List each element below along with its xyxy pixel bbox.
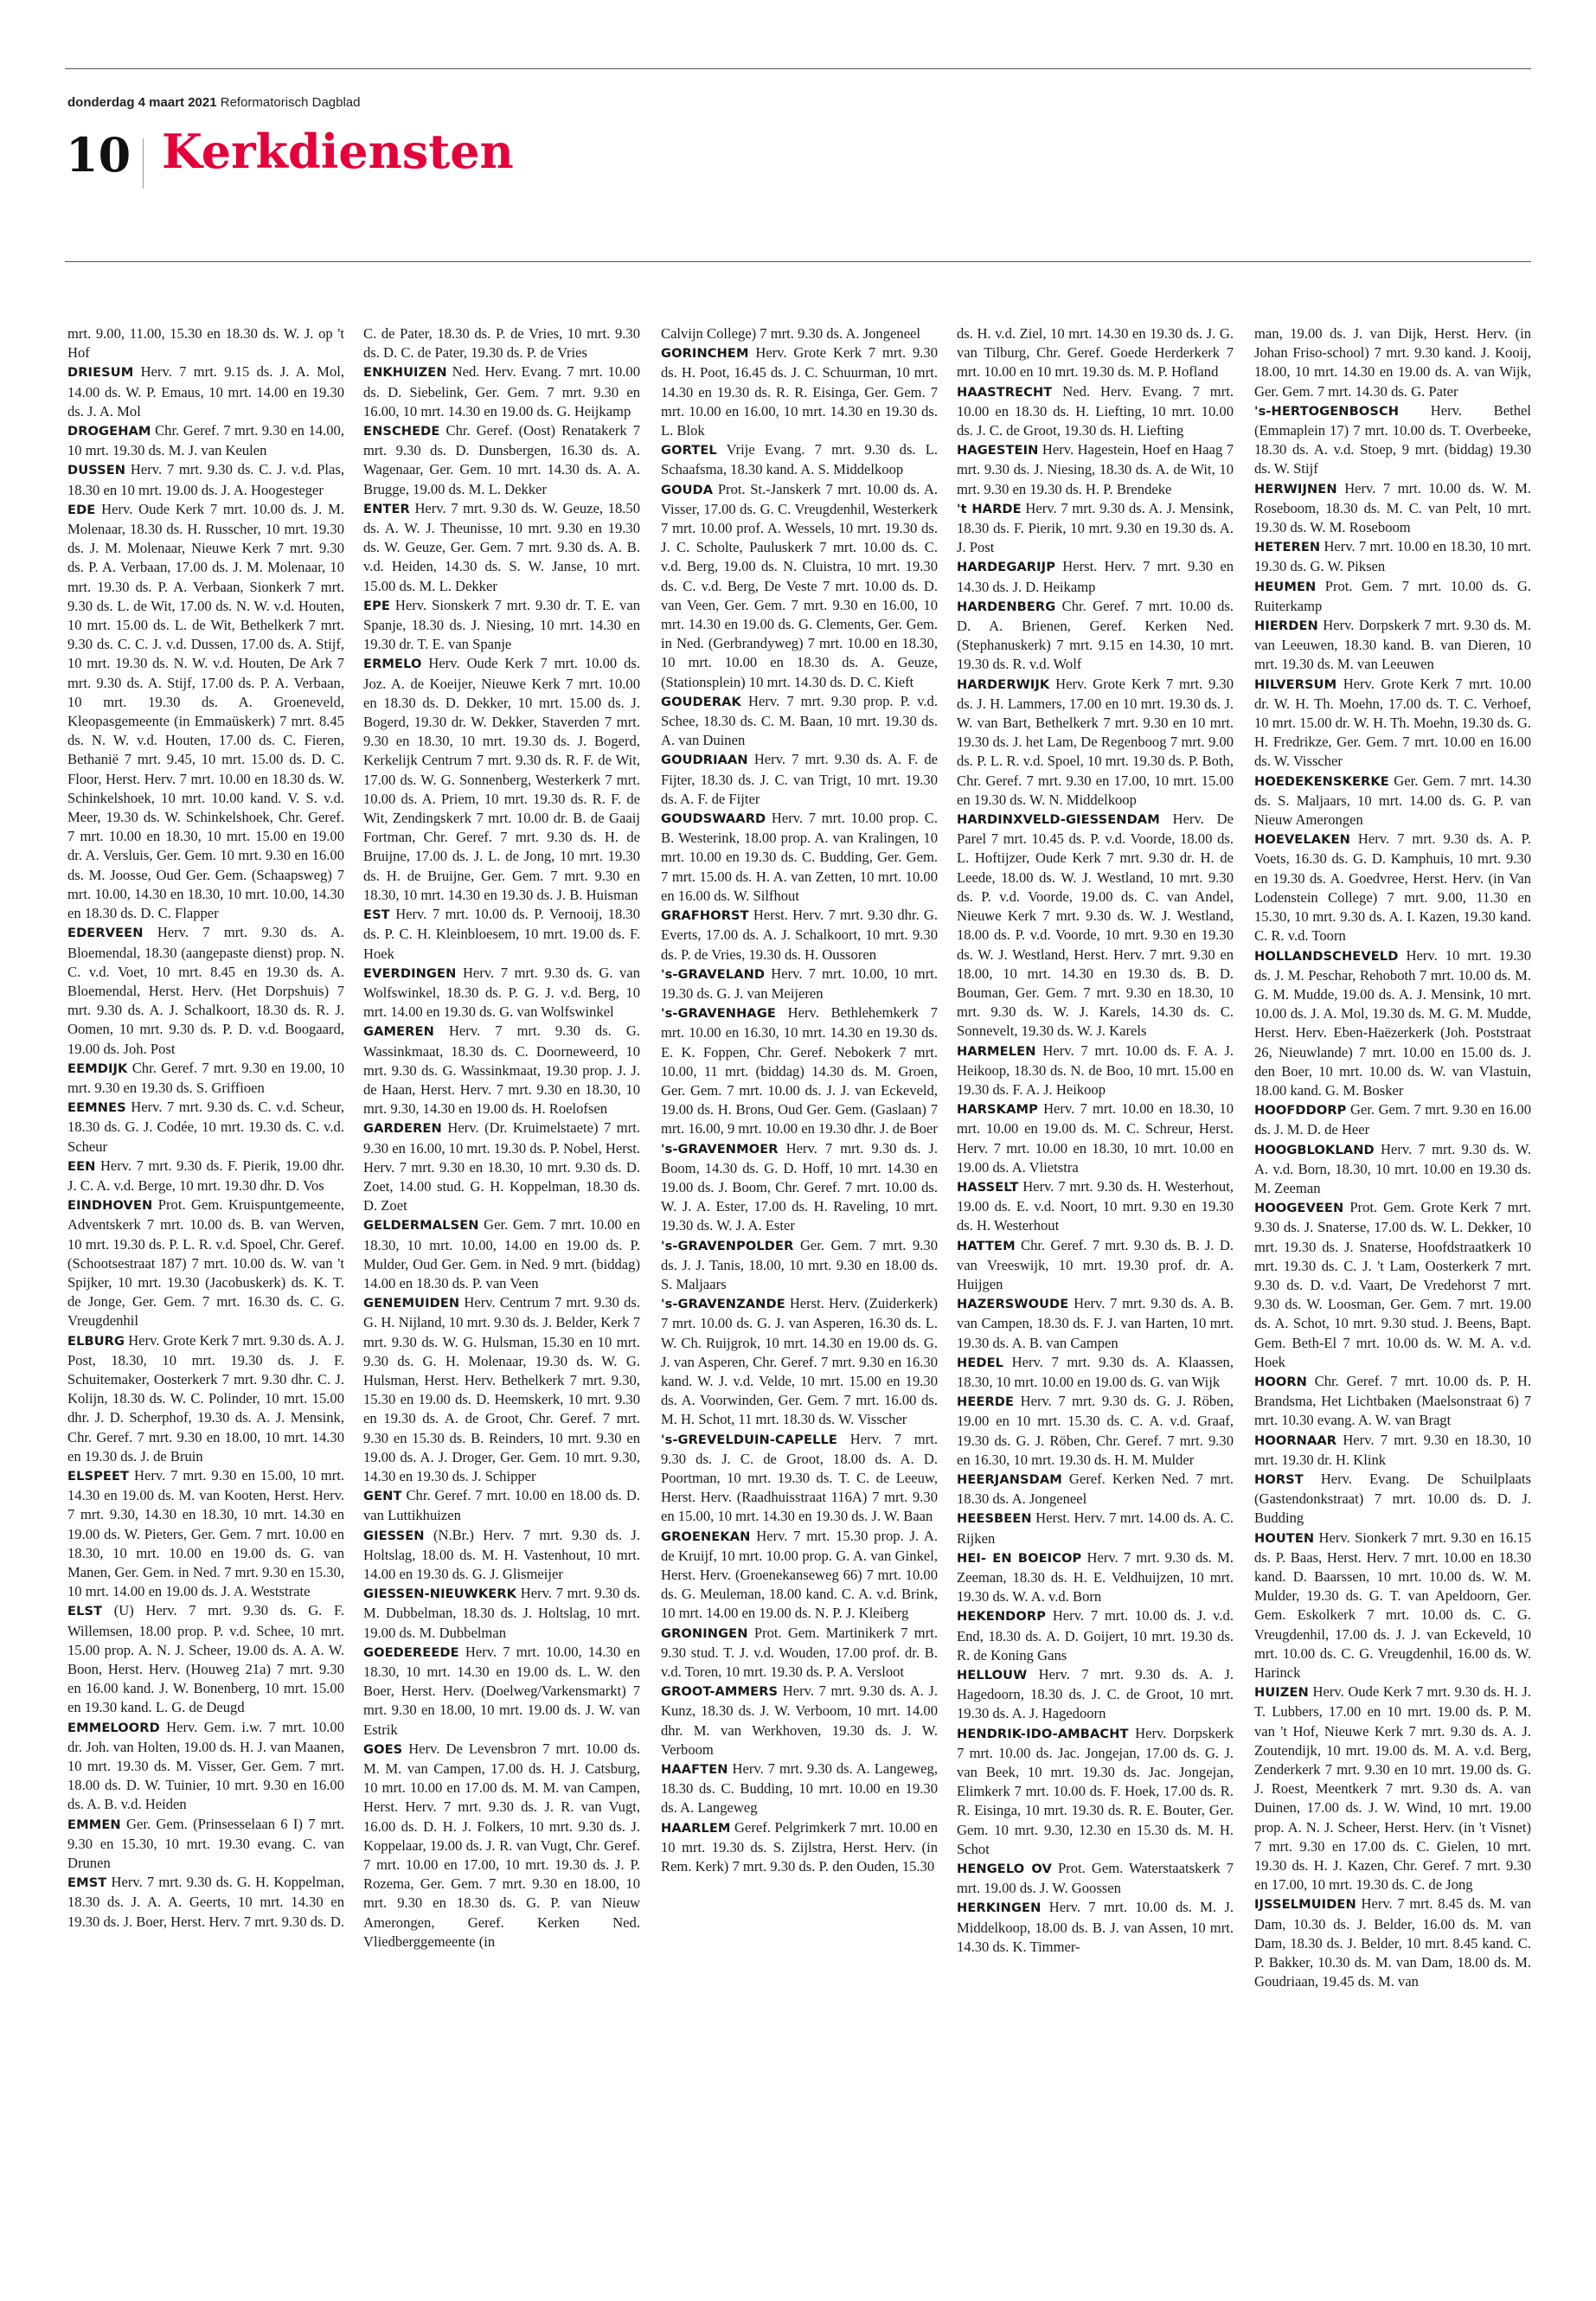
service-entry [957, 1392, 1234, 1470]
service-details: Herv. 7 mrt. 9.30 ds. M. Zeeman, 18.30 ds. H. E. Veldhuijzen, 10 mrt. 19.30 ds. W. A. v.d. Born [957, 1548, 1234, 1606]
service-entry [363, 1215, 640, 1293]
service-details: Herv. Oude Kerk 7 mrt. 10.00 ds. Joz. A. de Koeijer, Nieuwe Kerk 7 mrt. 10.00 en 18.30 ds. D. Dekker, 10 mrt. 15.00 ds. J. Bogerd, 19.30 dr. W. Dekker, Staverden 7 mrt. 9.30 en 18.30, 10 mrt. 19.30 ds. J. Bogerd, Kerkelijk Centrum 7 mrt. 9.30 ds. R. F. de Wit, 17.00 ds. W. G. Sonnenberg, Westerkerk 7 mrt. 10.00 ds. A. Priem, 10 mrt. 19.30 ds. R. F. de Wit, Zendingskerk 7 mrt. 10.00 dr. B. de Gaaij Fortman, Chr. Geref. 7 mrt. 9.30 ds. H. de Bruijne, 17.00 ds. J. L. de Jong, 10 mrt. 19.30 ds. H. de Bruijne, Ger. Gem. 7 mrt. 9.30 en 18.30, 10 mrt. 14.30 en 19.30 ds. J. B. Huisman [363, 655, 640, 903]
service-entry [1254, 1682, 1531, 1894]
service-details: Herst. Herv. 7 mrt. 9.30 en 14.30 ds. J. D. Heikamp [957, 558, 1234, 595]
service-details: Herv. 7 mrt. 9.30 ds. A. J. Mensink, 18.30 ds. F. Pierik, 10 mrt. 9.30 en 19.30 ds. A. J. Post [957, 499, 1234, 556]
service-entry [1254, 616, 1531, 675]
service-entry [67, 1815, 344, 1874]
service-entry [67, 1059, 344, 1098]
service-entry [1254, 479, 1531, 538]
service-entry [363, 905, 640, 964]
place-name: HATTEM [957, 1238, 1016, 1253]
place-name: HENDRIK-IDO-AMBACHT [957, 1726, 1129, 1741]
place-name: 's-GREVELDUIN-CAPELLE [661, 1432, 837, 1447]
service-entry [1254, 1894, 1531, 1991]
place-name: HEUMEN [1254, 579, 1317, 594]
service-details: Herv. 7 mrt. 9.30 ds. M. Dubbelman, 18.30 ds. J. Holtslag, 10 mrt. 19.00 ds. M. Dubbelman [363, 1585, 640, 1641]
place-name: GRONINGEN [661, 1625, 748, 1641]
service-entry [67, 362, 344, 421]
place-name: GROENEKAN [661, 1529, 751, 1544]
place-name: HOORNAAR [1254, 1433, 1337, 1448]
service-details: Herv. 7 mrt. 10.00 prop. C. B. Westerink, 18.00 prop. A. van Kralingen, 10 mrt. 10.00 en 19.30 ds. C. Budding, Ger. Gem. 7 mrt. 15.00 ds. H. A. van Zetten, 10 mrt. 10.00 en 16.00 ds. W. Silfhout [661, 810, 938, 904]
service-entry [661, 1430, 938, 1527]
header-bottom-rule [65, 261, 1531, 262]
service-entry [957, 810, 1234, 1041]
service-entry [363, 1643, 640, 1740]
service-details: Herv. De Parel 7 mrt. 10.45 ds. P. v.d. Voorde, 18.00 ds. L. Hoftijzer, Oude Kerk 7 mrt. 9.30 dr. H. de Leede, 18.00 ds. W. J. Westland, 10 mrt. 9.30 ds. P. v.d. Voorde, 19.00 ds. C. van Andel, Nieuwe Kerk 7 mrt. 9.30 ds. W. J. Westland, 18.00 ds. P. v.d. Voorde, 10 mrt. 9.30 en 19.30 ds. W. J. Westland, Herst. Herv. 7 mrt. 9.30 en 18.00, 10 mrt. 14.30 en 19.30 ds. B. D. Bouman, Ger. Gem. 7 mrt. 9.30 en 18.30, 10 mrt. 9.30 ds. W. J. Karels, 14.30 ds. C. Sonnevelt, 19.30 ds. W. J. Karels [957, 811, 1234, 1040]
place-name: GOEDEREEDE [363, 1644, 459, 1660]
service-entry [363, 324, 640, 362]
service-details: Herv. De Levensbron 7 mrt. 10.00 ds. M. M. van Campen, 17.00 ds. H. J. Catsburg, 10 mrt. 10.00 en 17.00 ds. M. M. van Campen, Herst. Herv. 7 mrt. 9.30 ds. J. R. van Vugt, 16.00 ds. D. H. J. Folkers, 10 mrt. 9.30 ds. J. Koppelaar, 19.00 ds. J. R. van Vugt, Chr. Geref. 7 mrt. 10.00 en 17.00, 10 mrt. 19.30 ds. J. P. Rozema, Ger. Gem. 7 mrt. 9.30 en 18.00, 10 mrt. 9.30 en 18.30 ds. G. P. van Nieuw Amerongen, Geref. Kerken Ned. Vliedberggemeente (in [363, 1740, 640, 1950]
place-name: HERKINGEN [957, 1900, 1042, 1916]
service-details: Prot. Gem. 7 mrt. 10.00 ds. G. Ruiterkamp [1254, 577, 1531, 614]
place-name: HAAFTEN [661, 1762, 728, 1778]
place-name: HARMELEN [957, 1043, 1036, 1059]
place-name: 't HARDE [957, 501, 1022, 516]
service-details: ds. H. v.d. Ziel, 10 mrt. 14.30 en 19.30 ds. J. G. van Tilburg, Chr. Geref. Goede Herderkerk 7 mrt. 10.00 en 10 mrt. 19.30 ds. M. P. Hofland [957, 325, 1234, 381]
section-title: Kerkdiensten [162, 124, 514, 179]
place-name: 's-GRAVELAND [661, 966, 766, 982]
service-details: Chr. Geref. 7 mrt. 10.00 ds. P. H. Brandsma, Het Lichtbaken (Maelsonstraat 6) 7 mrt. 10.30 evang. A. W. van Bragt [1254, 1372, 1531, 1429]
place-name: DUSSEN [67, 463, 126, 478]
service-details: Herv. 7 mrt. 10.00, 10 mrt. 19.30 ds. G. J. van Meijeren [661, 965, 938, 1002]
service-entry [957, 1898, 1234, 1957]
service-details: C. de Pater, 18.30 ds. P. de Vries, 10 mrt. 9.30 ds. D. C. de Pater, 19.30 ds. P. de Vries [363, 325, 640, 362]
place-name: GENEMUIDEN [363, 1296, 460, 1311]
service-details: Herst. Herv. 7 mrt. 14.00 ds. A. C. Rijken [957, 1509, 1234, 1547]
service-entry [363, 499, 640, 596]
service-entry [957, 675, 1234, 810]
service-entry [957, 1353, 1234, 1392]
service-entry [661, 1818, 938, 1877]
place-name: DRIESUM [67, 365, 134, 381]
service-details: Ger. Gem. 7 mrt. 9.30 en 16.00 ds. J. M. D. de Heer [1254, 1101, 1531, 1138]
service-details: Herv. 7 mrt. 10.00, 14.30 en 18.30, 10 mrt. 14.30 en 19.00 ds. L. W. den Boer, Herst. Herv. (Doelweg/Varkensmarkt) 7 mrt. 9.30 en 18.00, 10 mrt. 19.00 ds. J. W. van Estrik [363, 1643, 640, 1738]
listing-column-3 [661, 324, 938, 2271]
service-entry [67, 1098, 344, 1157]
service-entry [363, 596, 640, 655]
place-name: EEMNES [67, 1100, 126, 1116]
service-details: Herv. 7 mrt. 15.30 prop. J. A. de Kruijf, 10 mrt. 10.00 prop. G. A. van Ginkel, Herst. Herv. (Groenekanseweg 66) 7 mrt. 10.00 ds. G. Meuleman, 18.00 kand. C. A. v.d. Brink, 10 mrt. 14.00 en 19.00 ds. N. P. J. Kleiberg [661, 1527, 938, 1622]
place-name: ELBURG [67, 1333, 125, 1349]
listing-column-2 [363, 324, 640, 2271]
place-name: GOES [363, 1741, 403, 1757]
service-details: Herst. Herv. 7 mrt. 9.30 dhr. G. Everts, 17.00 ds. A. J. Schalkoort, 10 mrt. 9.30 ds. P. de Vries, 19.30 ds. H. Oussoren [661, 907, 938, 963]
place-name: HILVERSUM [1254, 676, 1337, 692]
place-name: HETEREN [1254, 540, 1321, 555]
service-entry [1254, 946, 1531, 1101]
publication-name: Reformatorisch Dagblad [220, 95, 361, 110]
place-name: HEESBEEN [957, 1511, 1032, 1527]
service-entry [661, 692, 938, 751]
place-name: HORST [1254, 1471, 1304, 1487]
service-details: Herv. 7 mrt. 9.30 ds. C. J. v.d. Plas, 18.30 en 10 mrt. 19.00 ds. J. A. Hoogesteger [67, 461, 344, 498]
place-name: GROOT-AMMERS [661, 1684, 779, 1700]
service-details: Herv. 7 mrt. 9.30 ds. F. Pierik, 19.00 dhr. J. C. A. v.d. Berge, 10 mrt. 19.30 dhr. D. Vos [67, 1157, 344, 1194]
service-details: Herv. 7 mrt. 9.30 ds. A. J. Kunz, 18.30 ds. J. W. Verboom, 10 mrt. 14.00 dhr. M. van Werkhoven, 19.30 ds. J. W. Verboom [661, 1682, 938, 1758]
service-entry [363, 1022, 640, 1118]
place-name: EST [363, 907, 390, 923]
place-name: ENKHUIZEN [363, 365, 447, 381]
service-details: Herv. Dorpskerk 7 mrt. 9.30 ds. M. van Leeuwen, 18.30 kand. B. van Dieren, 10 mrt. 19.30 ds. M. van Leeuwen [1254, 617, 1531, 673]
service-details: Herv. Evang. De Schuilplaats (Gastendonkstraat) 7 mrt. 10.00 ds. D. J. Budding [1254, 1470, 1531, 1527]
place-name: HAGESTEIN [957, 443, 1039, 458]
place-name: EDERVEEN [67, 926, 144, 941]
service-entry [661, 440, 938, 479]
service-details: Herv. 7 mrt. 8.45 ds. M. van Dam, 10.30 ds. J. Belder, 16.00 ds. M. van Dam, 18.30 ds. J. Belder, 10 mrt. 8.45 kand. C. P. Bakker, 10.30 ds. M. van Dam, 18.00 ds. M. Goudriaan, 19.45 ds. M. van [1254, 1895, 1531, 1990]
service-entry [1254, 1470, 1531, 1529]
place-name: HOOFDDORP [1254, 1103, 1347, 1118]
place-name: HERWIJNEN [1254, 481, 1337, 497]
service-details: mrt. 9.00, 11.00, 15.30 en 18.30 ds. W. J. op 't Hof [67, 325, 344, 362]
place-name: 's-GRAVENMOER [661, 1141, 779, 1157]
service-entry [67, 500, 344, 923]
service-entry [1254, 1198, 1531, 1372]
service-entry [661, 906, 938, 965]
top-rule [65, 68, 1531, 69]
service-entry [363, 1486, 640, 1525]
service-entry [661, 1294, 938, 1429]
service-details: Herv. 7 mrt. 9.30 ds. G. J. Röben, 19.00 en 10 mrt. 15.30 ds. C. A. v.d. Graaf, 19.30 ds. G. J. Röben, Chr. Geref. 7 mrt. 9.30 en 16.30, 10 mrt. 19.30 ds. H. M. Mulder [957, 1393, 1234, 1468]
place-name: ELSPEET [67, 1468, 130, 1484]
place-name: HARDINXVELD-GIESSENDAM [957, 812, 1160, 828]
service-details: Ned. Herv. Evang. 7 mrt. 10.00 en 18.30 ds. H. Liefting, 10 mrt. 10.00 ds. J. C. de Groot, 19.30 ds. H. Liefting [957, 382, 1234, 439]
place-name: 's-GRAVENPOLDER [661, 1238, 794, 1253]
service-entry [363, 1584, 640, 1643]
place-name: GENT [363, 1489, 402, 1504]
place-name: HOOGEVEEN [1254, 1201, 1344, 1216]
service-entry [363, 654, 640, 905]
service-details: Herv. 7 mrt. 9.30 ds. A. P. Voets, 16.30 ds. G. D. Kamphuis, 10 mrt. 9.30 en 19.30 ds. A. Goedvree, Herst. Herv. (in Van Lodenstein College) 7 mrt. 9.00, 11.30 en 15.30, 10 mrt. 9.30 ds. A. I. Kazen, 19.30 kand. C. R. v.d. Toorn [1254, 830, 1531, 945]
service-entry [363, 964, 640, 1022]
service-entry [1254, 1100, 1531, 1139]
place-name: IJSSELMUIDEN [1254, 1897, 1356, 1913]
service-entry [957, 440, 1234, 499]
place-name: HENGELO OV [957, 1862, 1052, 1877]
place-name: HUIZEN [1254, 1685, 1309, 1701]
service-entry [67, 1331, 344, 1466]
place-name: EMMELOORD [67, 1720, 160, 1735]
service-entry [957, 1177, 1234, 1236]
place-name: HOEVELAKEN [1254, 832, 1350, 848]
service-entry [1254, 675, 1531, 772]
place-name: EINDHOVEN [67, 1198, 153, 1214]
place-name: ENSCHEDE [363, 424, 440, 439]
listing-column-5 [1254, 324, 1531, 2271]
service-details: Herv. 7 mrt. 9.30 ds. J. C. de Groot, 18.00 ds. A. D. Poortman, 10 mrt. 19.30 ds. T. C. de Leeuw, Herst. Herv. (Raadhuisstraat 116A) 7 mrt. 9.30 en 15.00, 10 mrt. 14.30 en 19.30 ds. J. W. Baan [661, 1430, 938, 1525]
service-entry [1254, 537, 1531, 576]
service-entry [661, 1139, 938, 1236]
place-name: EEN [67, 1158, 96, 1174]
place-name: GAMEREN [363, 1024, 434, 1040]
place-name: GARDEREN [363, 1121, 442, 1137]
service-entry [1254, 577, 1531, 616]
service-entry [363, 1118, 640, 1215]
service-details: Herv. 7 mrt. 10.00 ds. F. A. J. Heikoop, 18.30 ds. N. de Boo, 10 mrt. 15.00 en 19.30 ds. F. A. J. Heikoop [957, 1042, 1234, 1098]
service-entry [661, 1236, 938, 1295]
place-name: HOORN [1254, 1374, 1307, 1389]
place-name: EDE [67, 502, 96, 517]
service-details: Chr. Geref. 7 mrt. 10.00 ds. D. A. Brienen, Geref. Kerken Ned. (Stephanuskerk) 7 mrt. 9.15 en 14.30, 10 mrt. 19.30 ds. R. v.d. Wolf [957, 597, 1234, 673]
service-details: Herv. 7 mrt. 9.30 ds. G. Wassinkmaat, 18.30 ds. C. Doorneweerd, 10 mrt. 9.30 ds. G. Wassinkmaat, 19.30 prop. J. J. de Haan, Herst. Herv. 7 mrt. 9.30 en 18.30, 10 mrt. 9.30, 14.30 en 19.00 ds. H. Roelofsen [363, 1022, 640, 1118]
service-entry [957, 1665, 1234, 1724]
place-name: HARSKAMP [957, 1102, 1038, 1118]
service-entry [661, 1624, 938, 1682]
service-details: Herv. 10 mrt. 19.30 ds. J. M. Peschar, Rehoboth 7 mrt. 10.00 ds. M. G. M. Mudde, 19.00 ds. A. J. Mensink, 10 mrt. 10.00 ds. J. A. Mol, 19.30 ds. M. G. M. Mudde, Herst. Herv. Eben-Haëzerkerk (Joh. Poststraat 26, Nieuwlande) 7 mrt. 10.00 en 15.00 ds. J. den Boer, 10 mrt. 10.00 ds. W. van Vlastuin, 18.00 kand. G. M. Bosker [1254, 946, 1531, 1099]
service-entry [957, 1606, 1234, 1665]
service-entry [67, 1718, 344, 1815]
service-details: Calvijn College) 7 mrt. 9.30 ds. A. Jongeneel [661, 325, 921, 342]
place-name: HAARLEM [661, 1820, 731, 1836]
service-entry [957, 1294, 1234, 1353]
place-name: EPE [363, 598, 390, 613]
service-entry [957, 1724, 1234, 1859]
place-name: DROGEHAM [67, 424, 151, 439]
service-entry [1254, 772, 1531, 830]
place-name: ERMELO [363, 657, 422, 672]
place-name: HOLLANDSCHEVELD [1254, 948, 1399, 964]
service-entry [661, 965, 938, 1003]
service-entry [661, 809, 938, 906]
service-details: Herv. 7 mrt. 10.00 ds. M. J. Middelkoop, 18.00 ds. B. J. van Assen, 10 mrt. 14.30 ds. K. Timmer- [957, 1899, 1234, 1955]
service-details: Herv. 7 mrt. 9.30 ds. H. Westerhout, 19.00 ds. E. v.d. Noort, 10 mrt. 9.30 en 19.30 ds. H. Westerhout [957, 1177, 1234, 1234]
service-details: man, 19.00 ds. J. van Dijk, Herst. Herv. (in Johan Friso-school) 7 mrt. 9.30 kand. J. Kooij, 18.00, 10 mrt. 14.30 en 19.00 ds. A. van Wijk, Ger. Gem. 7 mrt. 14.30 ds. G. Pater [1254, 325, 1531, 400]
place-name: GOUDRIAAN [661, 753, 748, 768]
service-entry [1254, 1372, 1531, 1431]
service-entry [363, 1293, 640, 1486]
service-entry [661, 1759, 938, 1818]
place-name: HOEDEKENSKERKE [1254, 773, 1389, 789]
service-details: Prot. Gem. Martinikerk 7 mrt. 9.30 stud. T. J. v.d. Wouden, 17.00 prof. dr. B. v.d. Toren, 10 mrt. 19.30 ds. P. A. Versloot [661, 1624, 938, 1681]
place-name: EMMEN [67, 1817, 121, 1832]
issue-date: donderdag 4 maart 2021 [67, 95, 217, 110]
service-entry [957, 1236, 1234, 1295]
service-entry [363, 1740, 640, 1952]
listing-column-4 [957, 324, 1234, 2271]
service-entry [67, 1601, 344, 1717]
service-details: Chr. Geref. 7 mrt. 9.30 en 19.00, 10 mrt. 9.30 en 19.30 ds. S. Griffioen [67, 1059, 344, 1096]
place-name: 's-HERTOGENBOSCH [1254, 403, 1400, 419]
service-details: Herv. 7 mrt. 9.30 en 15.00, 10 mrt. 14.30 en 19.00 ds. M. van Kooten, Herst. Herv. 7 mrt. 9.30, 14.30 en 18.30, 10 mrt. 14.30 en 19.00 ds. W. Pieters, Ger. Gem. 7 mrt. 10.00 en 18.30, 10 mrt. 10.00 en 19.00 ds. G. van Manen, Ger. Gem. in Ned. 7 mrt. 9.30 en 15.30, 10 mrt. 14.00 en 19.00 ds. J. A. Weststrate [67, 1466, 344, 1600]
service-entry [957, 557, 1234, 596]
service-details: Herv. Sionskerk 7 mrt. 9.30 dr. T. E. van Spanje, 18.30 ds. J. Niesing, 10 mrt. 14.30 en 19.30 dr. T. E. van Spanje [363, 596, 640, 653]
service-details: Herv. 7 mrt. 9.15 ds. J. A. Mol, 14.00 ds. W. P. Emaus, 10 mrt. 14.00 en 19.30 ds. J. A. Mol [67, 363, 344, 420]
service-details: Herv. 7 mrt. 10.00 ds. W. M. Roseboom, 18.30 ds. M. C. van Pelt, 10 mrt. 19.30 ds. W. M. Roseboom [1254, 479, 1531, 536]
service-entry [661, 1003, 938, 1138]
service-details: Herv. 7 mrt. 10.00 en 18.30, 10 mrt. 10.00 en 19.00 ds. M. C. Schreur, Herst. Herv. 7 mrt. 10.00 en 18.30, 10 mrt. 10.00 en 19.00 ds. A. Vlietstra [957, 1100, 1234, 1176]
service-details: Herv. 7 mrt. 9.30 ds. A. Bloemendal, 18.30 (aangepaste dienst) prop. N. C. v.d. Voet, 10 mrt. 8.45 en 19.30 ds. A. Bloemendal, Herst. Herv. (Het Dorpshuis) 7 mrt. 9.30 ds. A. J. Schalkoort, 18.30 ds. R. J. Oomen, 10 mrt. 9.30 ds. P. D. v.d. Boogaard, 19.00 ds. Joh. Post [67, 924, 344, 1057]
service-details: (N.Br.) Herv. 7 mrt. 9.30 ds. J. Holtslag, 18.00 ds. M. H. Vastenhout, 10 mrt. 14.00 en 19.30 ds. G. J. Glismeijer [363, 1526, 640, 1582]
service-entry [1254, 1529, 1531, 1683]
service-details: Herv. 7 mrt. 9.30 ds. W. A. v.d. Born, 18.30, 10 mrt. 10.00 en 19.30 ds. M. Zeeman [1254, 1140, 1531, 1196]
service-details: Herv. Bethel (Emmaplein 17) 7 mrt. 10.00 ds. T. Overbeeke, 18.30 ds. A. v.d. Stoep, 9 mrt. (biddag) 19.30 ds. W. Stijf [1254, 401, 1531, 478]
place-name: ENTER [363, 501, 410, 516]
service-details: Herv. Bethlehemkerk 7 mrt. 10.00 en 16.30, 10 mrt. 14.30 en 19.30 ds. E. K. Foppen, Chr. Geref. Nebokerk 7 mrt. 10.00, 11 mrt. (biddag) 14.30 ds. M. Groen, Ger. Gem. 7 mrt. 10.00 ds. J. J. van Eckeveld, 19.00 ds. H. Brons, Oud Ger. Gem. (Gaslaan) 7 mrt. 16.00, 9 mrt. 10.00 en 19.30 dhr. J. de Boer [661, 1004, 938, 1138]
service-details: Chr. Geref. (Oost) Renatakerk 7 mrt. 9.30 ds. D. Dunsbergen, 16.30 ds. A. Wagenaar, Ger. Gem. 10 mrt. 14.30 ds. A. A. Brugge, 19.00 ds. M. L. Dekker [363, 422, 640, 497]
place-name: HASSELT [957, 1179, 1019, 1195]
service-details: Prot. Gem. Grote Kerk 7 mrt. 9.30 ds. J. Snaterse, 17.00 ds. W. L. Dekker, 10 mrt. 19.30 ds. J. Snaterse, Hoofdstraatkerk 10 mrt. 19.30 ds. C. J. 't Lam, Oosterkerk 7 mrt. 9.30 ds. D. v.d. Vaart, De Vredehorst 7 mrt. 9.30 ds. W. Loosman, Ger. Gem. 7 mrt. 19.00 ds. A. Schot, 10 mrt. 9.30 stud. J. Beens, Bapt. Gem. Beth-El 7 mrt. 10.00 ds. W. M. A. v.d. Hoek [1254, 1199, 1531, 1370]
service-entry [67, 1466, 344, 1601]
place-name: GIESSEN [363, 1528, 425, 1543]
service-entry [67, 1873, 344, 1932]
place-name: HEERDE [957, 1394, 1015, 1410]
place-name: GOUDA [661, 482, 714, 497]
place-name: HEI- EN BOEICOP [957, 1550, 1082, 1566]
service-entry [957, 1859, 1234, 1898]
place-name: EEMDIJK [67, 1061, 128, 1076]
service-details: Geref. Kerken Ned. 7 mrt. 18.30 ds. A. Jongeneel [957, 1470, 1234, 1508]
place-name: HEDEL [957, 1355, 1004, 1370]
service-details: (U) Herv. 7 mrt. 9.30 ds. G. F. Willemsen, 18.00 prop. P. v.d. Schee, 10 mrt. 15.00 prop. A. N. J. Scheer, 19.00 ds. A. A. W. Boon, Herst. Herv. (Houweg 21a) 7 mrt. 9.30 en 16.00 kand. J. W. Bonenberg, 10 mrt. 15.00 en 19.30 kand. L. G. de Deugd [67, 1602, 344, 1716]
service-entry [957, 1548, 1234, 1607]
place-name: HIERDEN [1254, 619, 1318, 634]
service-details: Herv. 7 mrt. 9.30 en 18.30, 10 mrt. 19.30 dr. H. Klink [1254, 1431, 1531, 1468]
service-entry [661, 1527, 938, 1624]
place-name: 's-GRAVENZANDE [661, 1297, 785, 1312]
service-entry [363, 421, 640, 499]
service-entry [1254, 324, 1531, 401]
service-details: Herv. 7 mrt. 10.00 en 18.30, 10 mrt. 19.30 ds. G. W. Piksen [1254, 538, 1531, 575]
service-entry [957, 1042, 1234, 1100]
service-details: Ger. Gem. 7 mrt. 9.30 ds. J. J. Tanis, 18.00, 10 mrt. 9.30 en 18.00 ds. S. Maljaars [661, 1236, 938, 1292]
service-details: Herv. 7 mrt. 9.30 ds. G. van Wolfswinkel, 18.30 ds. P. G. J. v.d. Berg, 10 mrt. 14.00 en 19.30 ds. G. van Wolfswinkel [363, 964, 640, 1021]
service-details: Prot. Gem. Waterstaatskerk 7 mrt. 19.00 ds. J. W. Goossen [957, 1860, 1234, 1897]
service-entry [67, 324, 344, 362]
service-entry [67, 1157, 344, 1195]
service-details: Herv. 7 mrt. 9.30 ds. G. H. Koppelman, 18.30 ds. J. A. A. Geerts, 10 mrt. 14.30 en 19.30 ds. J. Boer, Herst. Herv. 7 mrt. 9.30 ds. D. [67, 1874, 344, 1930]
place-name: EVERDINGEN [363, 965, 457, 981]
service-details: Herv. 7 mrt. 9.30 ds. J. Boom, 14.30 ds. G. D. Hoff, 10 mrt. 14.30 en 19.00 ds. J. Boom, Chr. Geref. 7 mrt. 10.00 ds. W. J. A. Ester, 17.00 ds. H. Raveling, 10 mrt. 19.30 ds. W. J. A. Ester [661, 1139, 938, 1234]
service-entry [1254, 1140, 1531, 1199]
place-name: 's-GRAVENHAGE [661, 1006, 776, 1022]
service-details: Chr. Geref. 7 mrt. 9.30 en 14.00, 10 mrt. 19.30 ds. M. J. van Keulen [67, 422, 344, 459]
service-details: Ger. Gem. 7 mrt. 10.00 en 18.30, 10 mrt. 10.00, 14.00 en 19.00 ds. P. Mulder, Oud Ger. Gem. in Ned. 9 mrt. (biddag) 14.00 en 18.30 ds. P. van Veen [363, 1216, 640, 1292]
service-entry [661, 480, 938, 692]
service-details: Herv. Hagestein, Hoef en Haag 7 mrt. 9.30 ds. J. Niesing, 18.30 ds. A. de Wit, 10 mrt. 9.30 en 19.30 ds. H. P. Brendeke [957, 441, 1234, 497]
place-name: HAZERSWOUDE [957, 1297, 1069, 1312]
service-details: Herv. 7 mrt. 10.00 ds. P. Vernooij, 18.30 ds. P. C. H. Kleinbloesem, 10 mrt. 19.00 ds. F. Hoek [363, 906, 640, 962]
service-details: Herv. Oude Kerk 7 mrt. 10.00 ds. J. M. Molenaar, 18.30 ds. H. Russcher, 10 mrt. 19.30 ds. J. M. Molenaar, Nieuwe Kerk 7 mrt. 9.30 ds. P. A. Verbaan, 17.00 ds. J. M. Molenaar, 10 mrt. 19.30 ds. P. A. Verbaan, Sionkerk 7 mrt. 9.30 ds. L. de Wit, 17.00 ds. N. W. v.d. Houten, 10 mrt. 15.00 ds. L. de Wit, Bethelkerk 7 mrt. 9.30 ds. C. C. J. v.d. Dussen, 17.00 ds. A. Stijf, 10 mrt. 19.30 ds. N. W. v.d. Houten, De Ark 7 mrt. 9.30 ds. A. Stijf, 17.00 ds. P. A. Verbaan, 10 mrt. 19.30 ds. A. Groeneveld, Kleopasgemeente (in Emmaüskerk) 7 mrt. 8.45 ds. N. W. v.d. Houten, 17.00 ds. C. Fieren, Bethanië 7 mrt. 9.45, 10 mrt. 15.00 ds. D. C. Floor, Herst. Herv. 7 mrt. 10.00 en 18.30 ds. W. Schinkelshoek, 10 mrt. 10.00 kand. V. S. v.d. Meer, 19.30 ds. W. Schinkelshoek, Chr. Geref. 7 mrt. 10.00 en 18.30, 10 mrt. 15.00 en 19.00 dr. A. Versluis, Ger. Gem. 10 mrt. 9.30 en 16.00 ds. M. Joosse, Oud Ger. Gem. (Schaapsweg) 7 mrt. 10.00, 14.30 en 18.30, 10 mrt. 10.00, 14.30 en 18.30 ds. D. C. Flapper [67, 500, 344, 922]
service-details: Geref. Pelgrimkerk 7 mrt. 10.00 en 10 mrt. 19.30 ds. S. Zijlstra, Herst. Herv. (in Rem. Kerk) 7 mrt. 9.30 ds. P. den Ouden, 15.30 [661, 1818, 938, 1875]
service-details: Herv. Centrum 7 mrt. 9.30 ds. G. H. Nijland, 10 mrt. 9.30 ds. J. Belder, Kerk 7 mrt. 9.30 ds. W. G. Hulsman, 15.30 en 10 mrt. 9.30 ds. G. H. Molenaar, 19.30 ds. W. G. Hulsman, Herst. Herv. Bethelkerk 7 mrt. 9.30, 15.30 en 19.00 ds. D. Heemskerk, 10 mrt. 9.30 en 19.30 ds. A. de Groot, Chr. Geref. 7 mrt. 9.30 en 15.30 ds. B. Reinders, 10 mrt. 9.30 en 19.00 ds. A. J. Droger, Ger. Gem. 10 mrt. 9.30, 14.30 en 19.30 ds. J. Schipper [363, 1294, 640, 1484]
service-entry [67, 421, 344, 460]
place-name: GOUDSWAARD [661, 811, 766, 827]
service-details: Herv. (Dr. Kruimelstaete) 7 mrt. 9.30 en 16.00, 10 mrt. 19.30 ds. P. Nobel, Herst. Herv. 7 mrt. 9.30 en 18.30, 10 mrt. 9.30 ds. D. Zoet, 14.00 stud. G. H. Koppelman, 18.30 ds. D. Zoet [363, 1119, 640, 1215]
service-entry [661, 750, 938, 809]
service-details: Prot. St.-Janskerk 7 mrt. 10.00 ds. A. Visser, 17.00 ds. G. C. Vreugdenhil, Westerkerk 7 mrt. 10.00 prof. A. Wessels, 10 mrt. 19.30 ds. J. C. Scholte, Pauluskerk 7 mrt. 10.00 ds. C. v.d. Berg, 19.00 ds. N. Cluistra, 10 mrt. 19.30 ds. C. v.d. Berg, De Veste 7 mrt. 10.00 ds. D. van Veen, Ger. Gem. 7 mrt. 9.30 en 16.00, 10 mrt. 14.30 en 19.00 ds. G. Clements, Ger. Gem. in Ned. (Gerbrandyweg) 7 mrt. 10.00 en 18.30, 10 mrt. 10.00 en 18.30 ds. A. Geuze, (Stationsplein) 10 mrt. 14.30 ds. D. C. Kieft [661, 480, 938, 690]
place-name: HOUTEN [1254, 1530, 1315, 1546]
service-details: Herv. 7 mrt. 9.30 prop. P. v.d. Schee, 18.30 ds. C. M. Baan, 10 mrt. 19.30 ds. A. van Duinen [661, 692, 938, 749]
service-details: Ned. Herv. Evang. 7 mrt. 10.00 ds. D. Siebelink, Ger. Gem. 7 mrt. 9.30 en 16.00, 10 mrt. 14.30 en 19.00 ds. G. Heijkamp [363, 363, 640, 420]
place-name: GRAFHORST [661, 908, 749, 924]
service-details: Herv. Grote Kerk 7 mrt. 9.30 ds. H. Poot, 16.45 ds. J. C. Schuurman, 10 mrt. 14.30 en 19.30 ds. R. R. Eisinga, Ger. Gem. 7 mrt. 10.00 en 16.00, 10 mrt. 14.30 en 19.30 ds. L. Blok [661, 344, 938, 439]
place-name: GIESSEN-NIEUWKERK [363, 1586, 517, 1602]
service-details: Herst. Herv. (Zuiderkerk) 7 mrt. 10.00 ds. G. J. van Asperen, 16.30 ds. L. W. Ch. Ruijgrok, 10 mrt. 14.30 en 19.00 ds. G. J. van Asperen, Chr. Geref. 7 mrt. 9.30 en 16.30 kand. W. J. v.d. Velde, 10 mrt. 15.00 en 19.30 ds. A. Voorwinden, Ger. Gem. 7 mrt. 16.00 ds. M. H. Schot, 11 mrt. 18.30 ds. W. Visscher [661, 1295, 938, 1428]
service-details: Herv. 7 mrt. 9.30 ds. W. Geuze, 18.50 ds. A. W. J. Theunisse, 10 mrt. 9.30 en 19.30 ds. W. Geuze, Ger. Gem. 7 mrt. 9.30 ds. A. B. v.d. Heiden, 14.30 ds. S. W. Janse, 10 mrt. 15.00 ds. M. L. Dekker [363, 499, 640, 594]
service-entry [67, 1195, 344, 1330]
listing-column-1 [67, 324, 344, 2271]
service-entry [957, 382, 1234, 441]
page-number: 10 [66, 127, 131, 183]
service-details: Herv. Grote Kerk 7 mrt. 9.30 ds. J. H. Lammers, 17.00 en 10 mrt. 19.30 ds. J. W. van Bart, Bethelkerk 7 mrt. 9.30 en 10 mrt. 19.30 ds. J. het Lam, De Regenboog 7 mrt. 9.00 ds. P. L. R. v.d. Spoel, 10 mrt. 19.30 ds. P. Both, Chr. Geref. 7 mrt. 9.30 en 17.00, 10 mrt. 15.00 en 19.30 ds. W. N. Middelkoop [957, 675, 1234, 808]
service-entry [67, 923, 344, 1058]
service-entry [661, 343, 938, 440]
place-name: HAASTRECHT [957, 384, 1053, 400]
service-details: Prot. Gem. Kruispuntgemeente, Adventskerk 7 mrt. 10.00 ds. B. van Werven, 10 mrt. 19.30 ds. P. L. R. v.d. Spoel, Chr. Geref. (Schootsestraat 187) 7 mrt. 10.00 ds. W. van 't Spijker, 10 mrt. 19.30 (Jacobuskerk) ds. K. T. de Jonge, Ger. Gem. 7 mrt. 16.30 ds. C. G. Vreugdenhil [67, 1196, 344, 1330]
place-name: EMST [67, 1875, 107, 1891]
service-entry [661, 1682, 938, 1759]
service-entry [957, 1470, 1234, 1509]
service-details: Herv. Oude Kerk 7 mrt. 9.30 ds. H. J. T. Lubbers, 17.00 en 10 mrt. 19.00 ds. P. M. van 't Hof, Nieuwe Kerk 7 mrt. 9.30 ds. A. J. Zoutendijk, 10 mrt. 19.00 ds. M. A. v.d. Berg, Zenderkerk 7 mrt. 9.30 en 10 mrt. 19.00 ds. G. J. Roest, Meentkerk 7 mrt. 9.30 ds. A. van Duinen, 17.00 ds. J. W. Wind, 10 mrt. 19.00 prop. A. N. J. Scheer, Herst. Herv. (in 't Visnet) 7 mrt. 9.30 en 17.00 ds. C. Gielen, 10 mrt. 19.30 ds. H. J. Kazen, Chr. Geref. 7 mrt. 9.30 en 17.00, 10 mrt. 19.30 ds. C. de Jong [1254, 1683, 1531, 1894]
service-details: Herv. 7 mrt. 9.30 ds. A. F. de Fijter, 18.30 ds. J. C. van Trigt, 10 mrt. 19.30 ds. A. F. de Fijter [661, 751, 938, 807]
service-details: Herv. 7 mrt. 9.30 ds. A. Langeweg, 18.30 ds. C. Budding, 10 mrt. 10.00 en 19.30 ds. A. Langeweg [661, 1760, 938, 1817]
service-details: Herv. Grote Kerk 7 mrt. 9.30 ds. A. J. Post, 18.30, 10 mrt. 19.30 ds. J. F. Schuitemaker, Oosterkerk 7 mrt. 9.30 dhr. C. J. Kolijn, 18.30 ds. W. C. Polinder, 10 mrt. 15.00 dhr. J. D. Scherphof, 19.30 ds. A. J. Mensink, Chr. Geref. 7 mrt. 9.30 en 18.00, 10 mrt. 14.30 en 19.30 ds. J. de Bruin [67, 1331, 344, 1465]
place-name: HELLOUW [957, 1668, 1028, 1683]
service-details: Chr. Geref. 7 mrt. 10.00 en 18.00 ds. D. van Luttikhuizen [363, 1487, 640, 1524]
service-entry [957, 324, 1234, 382]
place-name: HOOGBLOKLAND [1254, 1142, 1375, 1157]
service-entry [957, 1509, 1234, 1548]
service-entry [957, 597, 1234, 675]
service-details: Chr. Geref. 7 mrt. 9.30 ds. B. J. D. van Vreeswijk, 10 mrt. 19.30 prof. dr. A. Huijgen [957, 1236, 1234, 1292]
service-entry [1254, 1431, 1531, 1470]
service-entry [1254, 401, 1531, 479]
place-name: ELST [67, 1604, 103, 1619]
service-entry [957, 1099, 1234, 1177]
service-details: Herv. Sionkerk 7 mrt. 9.30 en 16.15 ds. P. Baas, Herst. Herv. 7 mrt. 10.00 en 18.30 kand. D. Baarssen, 10 mrt. 10.00 ds. W. M. Mulder, 19.30 ds. G. T. van Apeldoorn, Ger. Gem. Eskolkerk 7 mrt. 10.00 ds. C. G. Vreugdenhil, 17.00 ds. J. J. van Eckeveld, 10 mrt. 10.00 ds. C. G. Vreugdenhil, 16.00 ds. W. Harinck [1254, 1529, 1531, 1682]
place-name: HEERJANSDAM [957, 1471, 1062, 1487]
place-name: HEKENDORP [957, 1609, 1047, 1625]
service-details: Vrije Evang. 7 mrt. 9.30 ds. L. Schaafsma, 18.30 kand. A. S. Middelkoop [661, 441, 938, 478]
dateline [67, 95, 361, 110]
service-details: Herv. 7 mrt. 10.00 ds. J. v.d. End, 18.30 ds. A. D. Goijert, 10 mrt. 19.30 ds. R. de Koning Gans [957, 1607, 1234, 1663]
service-details: Ger. Gem. (Prinsesselaan 6 I) 7 mrt. 9.30 en 15.30, 10 mrt. 19.30 evang. C. van Drunen [67, 1815, 344, 1872]
service-details: Herv. 7 mrt. 9.30 ds. A. J. Hagedoorn, 18.30 ds. J. C. de Groot, 10 mrt. 19.30 ds. A. J. Hagedoorn [957, 1666, 1234, 1722]
place-name: GORTEL [661, 443, 717, 458]
service-details: Herv. Dorpskerk 7 mrt. 10.00 ds. Jac. Jongejan, 17.00 ds. G. J. van Beek, 10 mrt. 19.30 ds. Jac. Jongejan, Elimkerk 7 mrt. 10.00 ds. F. Hoek, 17.00 ds. R. R. Eisinga, 10 mrt. 19.30 ds. R. E. Bouter, Ger. Gem. 10 mrt. 9.30, 12.30 en 15.30 ds. M. H. Schot [957, 1724, 1234, 1857]
service-entry [363, 362, 640, 421]
service-entry [957, 499, 1234, 558]
place-name: HARDENBERG [957, 599, 1056, 614]
service-details: Herv. 7 mrt. 9.30 ds. A. B. van Campen, 18.30 ds. F. J. van Harten, 10 mrt. 19.30 ds. A. B. van Campen [957, 1295, 1234, 1351]
place-name: GORINCHEM [661, 346, 749, 362]
place-name: GOUDERAK [661, 694, 741, 709]
service-details: Ger. Gem. 7 mrt. 14.30 ds. S. Maljaars, 10 mrt. 14.00 ds. G. P. van Nieuw Amerongen [1254, 772, 1531, 829]
place-name: HARDERWIJK [957, 676, 1050, 692]
service-entry [363, 1526, 640, 1585]
service-entry [67, 460, 344, 499]
service-entry [1254, 830, 1531, 945]
place-name: GELDERMALSEN [363, 1218, 479, 1234]
title-divider [143, 138, 144, 189]
service-details: Herv. 7 mrt. 9.30 ds. C. v.d. Scheur, 18.30 ds. G. J. Codée, 10 mrt. 19.30 ds. C. v.d. Scheur [67, 1099, 344, 1155]
service-details: Herv. Grote Kerk 7 mrt. 10.00 dr. W. H. Th. Moehn, 17.00 ds. T. C. Verhoef, 10 mrt. 15.00 dr. W. H. Th. Moehn, 19.30 ds. G. H. Fredrikze, Ger. Gem. 7 mrt. 10.00 en 16.00 ds. W. Visscher [1254, 675, 1531, 770]
place-name: HARDEGARIJP [957, 560, 1055, 575]
service-entry [661, 324, 938, 343]
service-details: Herv. Gem. i.w. 7 mrt. 10.00 dr. Joh. van Holten, 19.00 ds. H. J. van Maanen, 10 mrt. 19.30 ds. M. Visser, Ger. Gem. 7 mrt. 18.00 ds. D. W. Tuinier, 10 mrt. 9.30 en 16.00 ds. A. B. v.d. Heiden [67, 1718, 344, 1813]
service-details: Herv. 7 mrt. 9.30 ds. A. Klaassen, 18.30, 10 mrt. 10.00 en 19.00 ds. G. van Wijk [957, 1353, 1234, 1390]
